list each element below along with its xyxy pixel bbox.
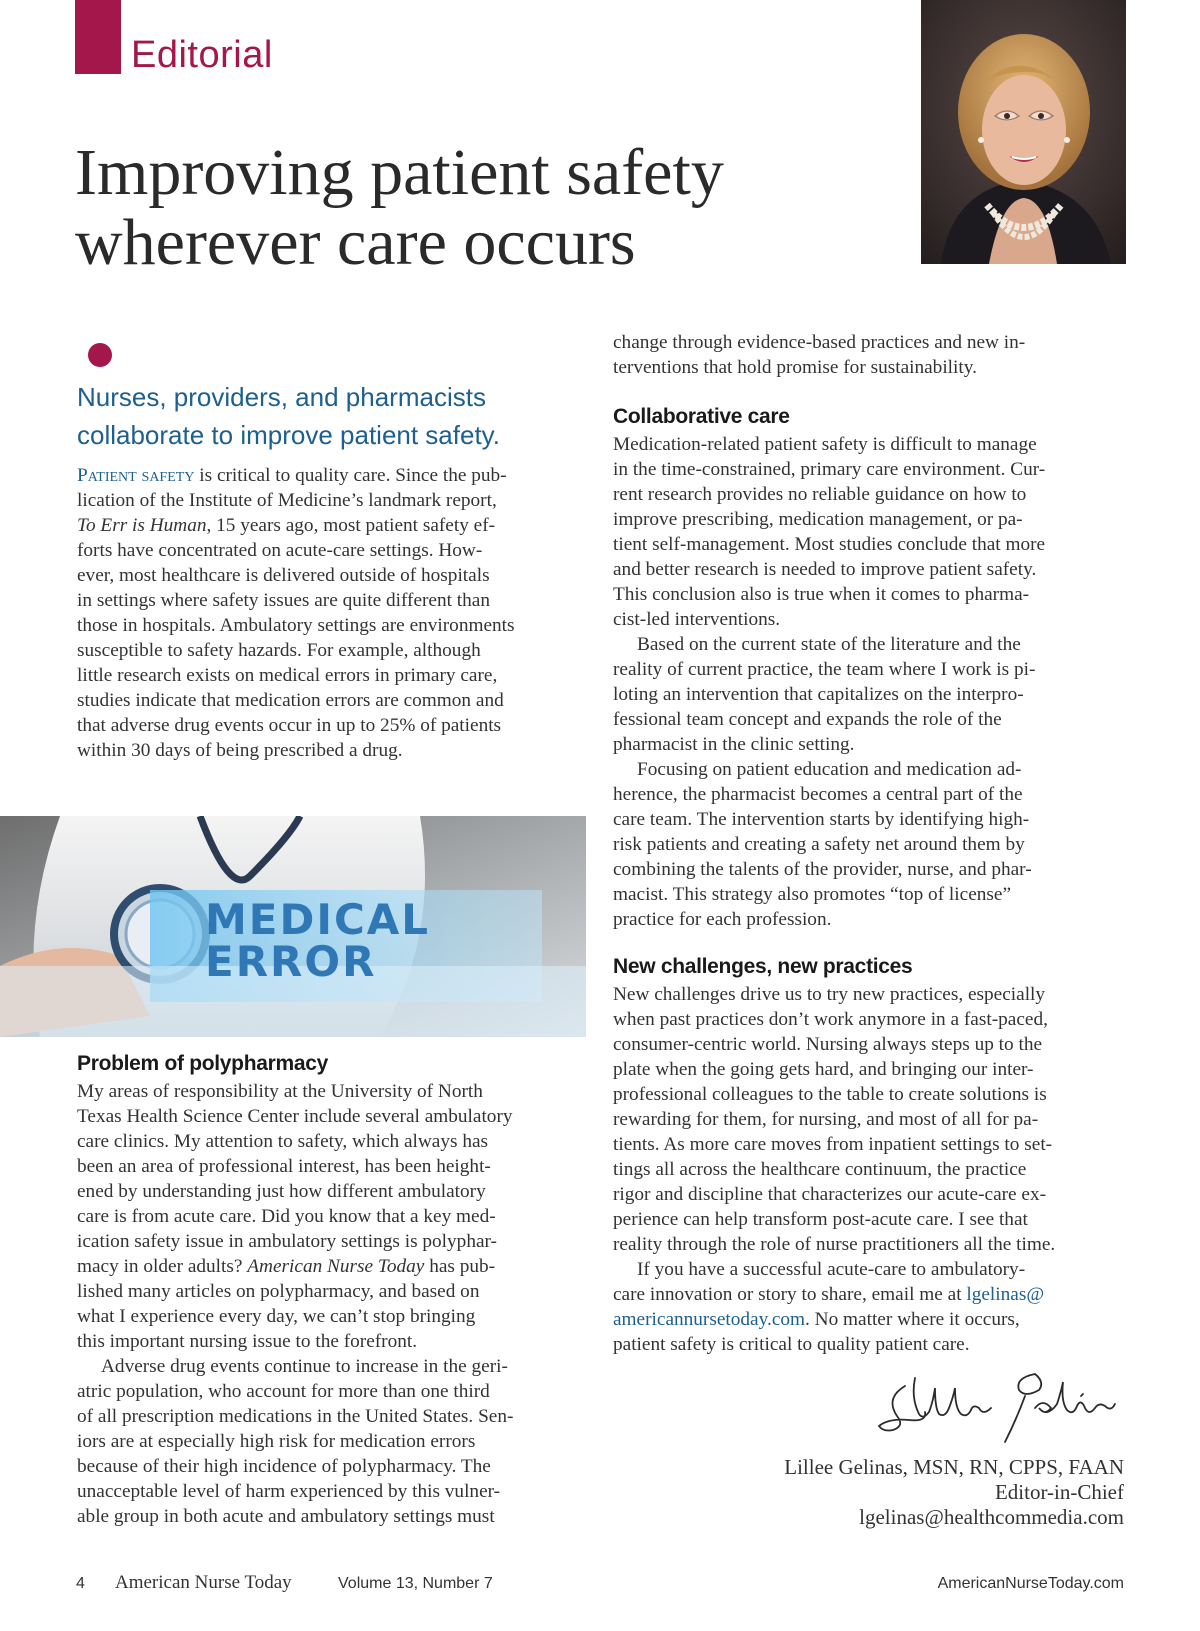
challenges-p1-line: consumer-centric world. Nursing always steps up to the xyxy=(613,1034,1043,1055)
polypharmacy-heading: Problem of polypharmacy xyxy=(77,1052,328,1075)
collaborative-care-heading: Collaborative care xyxy=(613,405,790,428)
collab-p1-line: in the time-constrained, primary care environment. Cur- xyxy=(613,459,1046,480)
polypharmacy-p1-line: ication safety issue in ambulatory settings is polyphar- xyxy=(77,1231,497,1252)
collab-p3-line: combining the talents of the provider, nurse, and phar- xyxy=(613,859,1032,880)
collab-p1-line: tient self-management. Most studies conclude that more xyxy=(613,534,1046,555)
collab-p1-line: rent research provides no reliable guidance on how to xyxy=(613,484,1027,505)
title-line-2: wherever care occurs xyxy=(75,206,636,279)
intro-line: those in hospitals. Ambulatory settings are environments xyxy=(77,615,515,636)
collab-p2-line: Based on the current state of the literature and the xyxy=(637,634,1021,655)
collab-p1-line: and better research is needed to improve patient safety. xyxy=(613,559,1037,580)
website-link[interactable]: AmericanNurseToday.com xyxy=(937,1575,1124,1592)
collab-p1-line: This conclusion also is true when it comes to pharma- xyxy=(613,584,1030,605)
polypharmacy-p2-line: able group in both acute and ambulatory settings must xyxy=(77,1506,495,1527)
polypharmacy-p1-line: My areas of responsibility at the University of North xyxy=(77,1081,483,1102)
challenges-p1-line: tients. As more care moves from inpatient settings to set- xyxy=(613,1134,1053,1155)
challenges-p1-line: tings all across the healthcare continuum, the practice xyxy=(613,1159,1027,1180)
polypharmacy-p2-line: atric population, who account for more than one third xyxy=(77,1381,490,1402)
contact-line-1: If you have a successful acute-care to ambulatory- xyxy=(637,1259,1026,1280)
polypharmacy-p1-line: care is from acute care. Did you know that a key med- xyxy=(77,1206,496,1227)
new-challenges-heading: New challenges, new practices xyxy=(613,955,913,978)
polypharmacy-p1-line: what I experience every day, we can’t stop bringing xyxy=(77,1306,476,1327)
issue-info: Volume 13, Number 7 xyxy=(338,1575,493,1592)
collab-p2-line: pharmacist in the clinic setting. xyxy=(613,734,855,755)
polypharmacy-p2-line: iors are at especially high risk for medication errors xyxy=(77,1431,476,1452)
contact-line-3-text: . No matter where it occurs, xyxy=(805,1309,1020,1330)
intro-line: ever, most healthcare is delivered outside of hospitals xyxy=(77,565,490,586)
collab-p1-line: Medication-related patient safety is difficult to manage xyxy=(613,434,1037,455)
collab-p2-line: loting an intervention that capitalizes on the interpro- xyxy=(613,684,1024,705)
col2-top-line: terventions that hold promise for sustainability. xyxy=(613,357,977,378)
signature-drawing xyxy=(875,1368,1120,1446)
challenges-p1-line: when past practices don’t work anymore in a fast-paced, xyxy=(613,1009,1048,1030)
challenges-p1-line: plate when the going gets hard, and bringing our inter- xyxy=(613,1059,1034,1080)
medical-error-illustration xyxy=(0,816,586,1037)
bullet-dot xyxy=(88,343,112,367)
page-title xyxy=(75,138,875,278)
intro-line: studies indicate that medication errors are common and xyxy=(77,690,504,711)
author-title: Editor-in-Chief xyxy=(994,1480,1124,1504)
col2-top-line: change through evidence-based practices and new in- xyxy=(613,332,1026,353)
collab-p3-line: risk patients and creating a safety net around them by xyxy=(613,834,1025,855)
page-number: 4 xyxy=(76,1575,85,1592)
section-color-bar xyxy=(75,0,121,74)
contact-line-3 xyxy=(613,1307,1128,1332)
polypharmacy-p2-line: of all prescription medications in the United States. Sen- xyxy=(77,1406,514,1427)
intro-line: within 30 days of being prescribed a drug. xyxy=(77,740,403,761)
challenges-p1-line: perience can help transform post-acute care. I see that xyxy=(613,1209,1028,1230)
polypharmacy-p1-line: ened by understanding just how different ambulatory xyxy=(77,1181,486,1202)
email-link-part-2[interactable]: americannursetoday.com xyxy=(613,1309,806,1330)
title-line-1: Improving patient safety xyxy=(75,136,724,209)
page-footer xyxy=(0,1572,1200,1598)
polypharmacy-p1-line: care clinics. My attention to safety, which always has xyxy=(77,1131,489,1152)
polypharmacy-p2-line: because of their high incidence of polypharmacy. The xyxy=(77,1456,491,1477)
author-portrait-illustration xyxy=(921,0,1126,264)
intro-line: To Err is Human, 15 years ago, most patient safety ef- xyxy=(77,515,496,536)
intro-line: forts have concentrated on acute-care settings. How- xyxy=(77,540,483,561)
column-2-continued-text xyxy=(613,330,1123,380)
challenges-p1-line: New challenges drive us to try new practices, especially xyxy=(613,984,1046,1005)
contact-line-2-text: care innovation or story to share, email me at xyxy=(613,1284,967,1305)
collab-p3-line: Focusing on patient education and medication ad- xyxy=(637,759,1022,780)
polypharmacy-p1-line: this important nursing issue to the forefront. xyxy=(77,1331,418,1352)
intro-line: little research exists on medical errors in primary care, xyxy=(77,665,498,686)
polypharmacy-p1-line: Texas Health Science Center include several ambulatory xyxy=(77,1106,513,1127)
author-signoff xyxy=(784,1455,1124,1530)
image-text-error: ERROR xyxy=(205,937,377,986)
intro-line: in settings where safety issues are quite different than xyxy=(77,590,490,611)
medical-error-image xyxy=(0,816,586,1037)
section-label: Editorial xyxy=(131,34,273,76)
polypharmacy-p1-line: macy in older adults? American Nurse Today has pub- xyxy=(77,1256,496,1277)
intro-line: that adverse drug events occur in up to 25% of patients xyxy=(77,715,502,736)
challenges-p1-line: professional colleagues to the table to create solutions is xyxy=(613,1084,1047,1105)
polypharmacy-text xyxy=(77,1079,592,1529)
collaborative-care-text xyxy=(613,432,1128,932)
intro-line: Patient safety is critical to quality care. Since the pub- xyxy=(77,465,507,486)
collab-p3-line: herence, the pharmacist becomes a central part of the xyxy=(613,784,1023,805)
collab-p2-line: reality of current practice, the team where I work is pi- xyxy=(613,659,1036,680)
intro-paragraph xyxy=(77,463,587,763)
new-challenges-text xyxy=(613,982,1128,1357)
article-deck xyxy=(77,378,587,454)
challenges-p1-line: rigor and discipline that characterizes our acute-care ex- xyxy=(613,1184,1047,1205)
challenges-p1-line: reality through the role of nurse practitioners all the time. xyxy=(613,1234,1056,1255)
intro-line: susceptible to safety hazards. For example, although xyxy=(77,640,481,661)
author-photo xyxy=(921,0,1126,264)
collab-p3-line: practice for each profession. xyxy=(613,909,832,930)
contact-line-4: patient safety is critical to quality patient care. xyxy=(613,1334,970,1355)
collab-p1-line: cist-led interventions. xyxy=(613,609,781,630)
intro-line: lication of the Institute of Medicine’s landmark report, xyxy=(77,490,497,511)
deck-line-2: collaborate to improve patient safety. xyxy=(77,420,500,450)
polypharmacy-p1-line: been an area of professional interest, has been height- xyxy=(77,1156,491,1177)
collab-p2-line: fessional team concept and expands the role of the xyxy=(613,709,1002,730)
polypharmacy-p1-line: lished many articles on polypharmacy, and based on xyxy=(77,1281,480,1302)
collab-p3-line: macist. This strategy also promotes “top of license” xyxy=(613,884,1012,905)
deck-line-1: Nurses, providers, and pharmacists xyxy=(77,382,486,412)
author-name: Lillee Gelinas, MSN, RN, CPPS, FAAN xyxy=(784,1455,1124,1479)
handwritten-signature xyxy=(875,1368,1120,1446)
collab-p3-line: care team. The intervention starts by identifying high- xyxy=(613,809,1030,830)
email-link-part-1[interactable]: lgelinas@ xyxy=(966,1284,1045,1305)
image-text-medical: MEDICAL xyxy=(205,895,431,944)
magazine-name: American Nurse Today xyxy=(115,1572,292,1593)
author-email[interactable]: lgelinas@healthcommedia.com xyxy=(859,1505,1124,1529)
collab-p1-line: improve prescribing, medication management, or pa- xyxy=(613,509,1023,530)
lead-in: Patient safety xyxy=(77,465,195,486)
contact-line-2 xyxy=(613,1282,1128,1307)
polypharmacy-p2-line: Adverse drug events continue to increase in the geri- xyxy=(101,1356,508,1377)
polypharmacy-p2-line: unacceptable level of harm experienced by this vulner- xyxy=(77,1481,501,1502)
challenges-p1-line: rewarding for them, for nursing, and most of all for pa- xyxy=(613,1109,1039,1130)
